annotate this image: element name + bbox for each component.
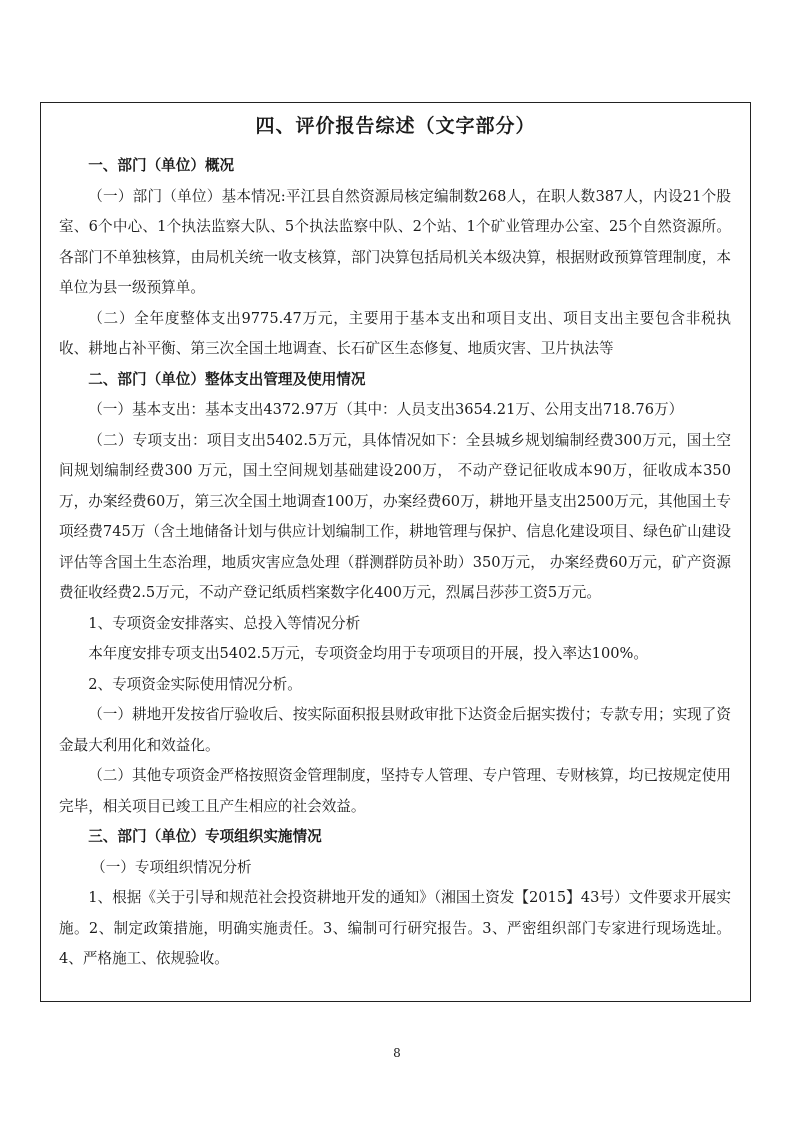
paragraph: （二）全年度整体支出9775.47万元，主要用于基本支出和项目支出、项目支出主要包含非税执收、耕地占补平衡、第三次全国土地调查、长石矿区生态修复、地质灾害、卫片执法等: [59, 309, 731, 357]
subheading: （一）专项组织情况分析: [91, 858, 252, 876]
paragraph: 本年度安排专项支出5402.5万元，专项资金均用于专项项目的开展，投入率达100%。: [88, 645, 648, 662]
subheading: 2、专项资金实际使用情况分析。: [88, 675, 302, 693]
section-heading: 二、部门（单位）整体支出管理及使用情况: [88, 370, 366, 388]
report-body: [59, 151, 731, 975]
paragraph: （二）专项支出：项目支出5402.5万元，具体情况如下：全县城乡规划编制经费300万元，国土空间规划编制经费300 万元，国土空间规划基础建设200万， 不动产登记征收成本90万，征收成本350万，办案经费60万，第三次全国土地调查100万，办案经费60万，耕地开垦支出2500万元，其他国土专项经费745万（含土地储备计划与供应计划编制工作，耕地管理与保护、信息化建设项目、绿色矿山建设评估等含国土生态治理，地质灾害应急处理（群测群防员补助）350万元， 办案经费60万元，矿产资源费征收经费2.5万元，不动产登记纸质档案数字化400万元，烈属吕莎莎工资5万元。: [59, 431, 731, 601]
paragraph: （一）基本支出：基本支出4372.97万（其中：人员支出3654.21万、公用支出718.76万）: [88, 401, 684, 418]
paragraph: （一）耕地开发按省厅验收后、按实际面积报县财政审批下达资金后据实拨付；专款专用；实现了资金最大利用化和效益化。: [59, 706, 731, 754]
paragraph: 1、根据《关于引导和规范社会投资耕地开发的通知》（湘国土资发【2015】43号）文件要求开展实施。2、制定政策措施，明确实施责任。3、编制可行研究报告。3、严密组织部门专家进行现场选址。4、严格施工、依规验收。: [59, 889, 731, 967]
page-number: 8: [393, 1046, 401, 1060]
paragraph: （一）部门（单位）基本情况:平江县自然资源局核定编制数268人，在职人数387人，内设21个股室、6个中心、1个执法监察大队、5个执法监察中队、2个站、1个矿业管理办公室、25个自然资源所。各部门不单独核算，由局机关统一收支核算，部门决算包括局机关本级决算，根据财政预算管理制度，本单位为县一级预算单。: [59, 187, 731, 296]
section-heading: 一、部门（单位）概况: [88, 157, 235, 174]
paragraph: （二）其他专项资金严格按照资金管理制度，坚持专人管理、专户管理、专财核算，均已按规定使用完毕，相关项目已竣工且产生相应的社会效益。: [59, 767, 731, 815]
page-title: 四、评价报告综述（文字部分）: [255, 115, 536, 137]
section-heading: 三、部门（单位）专项组织实施情况: [88, 828, 322, 845]
subheading: 1、专项资金安排落实、总投入等情况分析: [88, 614, 361, 632]
report-frame: [40, 102, 751, 1002]
